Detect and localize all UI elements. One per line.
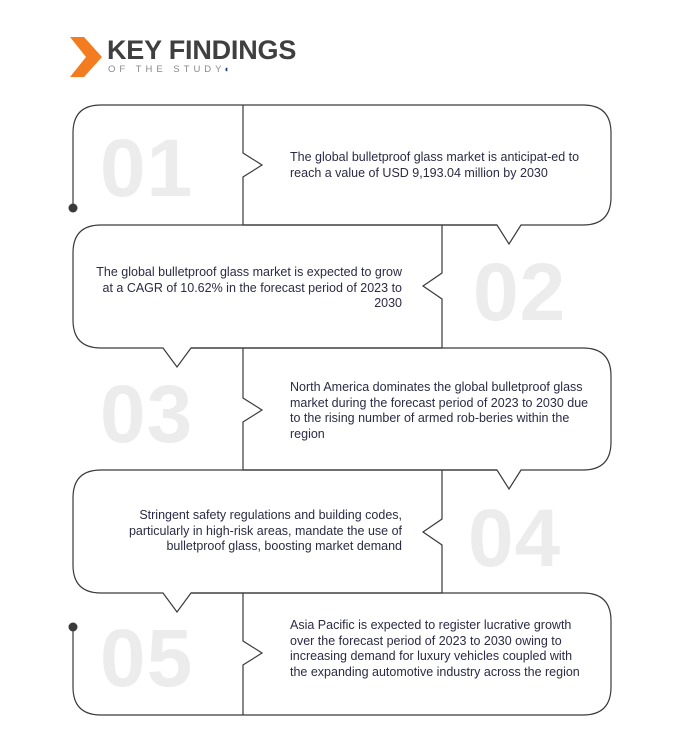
step-number-4: 04	[468, 493, 562, 584]
step-number-3: 03	[100, 369, 194, 460]
crescent-dot-icon: ◖	[223, 64, 233, 74]
step-number-2: 02	[473, 247, 567, 338]
finding-text-2: The global bulletproof glass market is expected to grow at a CAGR of 10.62% in the forecast period of 2023 to 2030	[96, 265, 402, 310]
page-title: KEY FINDINGS	[107, 35, 297, 65]
page-subtitle: OF THE STUDY◖	[108, 64, 233, 75]
finding-text-5: Asia Pacific is expected to register lucrative growth over the forecast period of 2023 to 2030 owing to increasing demand for luxury vehicles coupled with the expanding automotive industry across the region	[290, 618, 580, 679]
step-number-5: 05	[100, 613, 194, 704]
finding-text-4: Stringent safety regulations and building codes, particularly in high-risk areas, mandate the use of bulletproof glass, boosting market demand	[128, 508, 402, 553]
step-number-1: 01	[100, 123, 194, 214]
finding-text-3: North America dominates the global bulletproof glass market during the forecast period of 2023 to 2030 due to the rising number of armed rob-beries within the region	[290, 380, 589, 441]
finding-text-1: The global bulletproof glass market is anticipat-ed to reach a value of USD 9,193.04 million by 2030	[290, 150, 580, 180]
end-dot	[69, 623, 78, 632]
start-dot	[69, 204, 78, 213]
